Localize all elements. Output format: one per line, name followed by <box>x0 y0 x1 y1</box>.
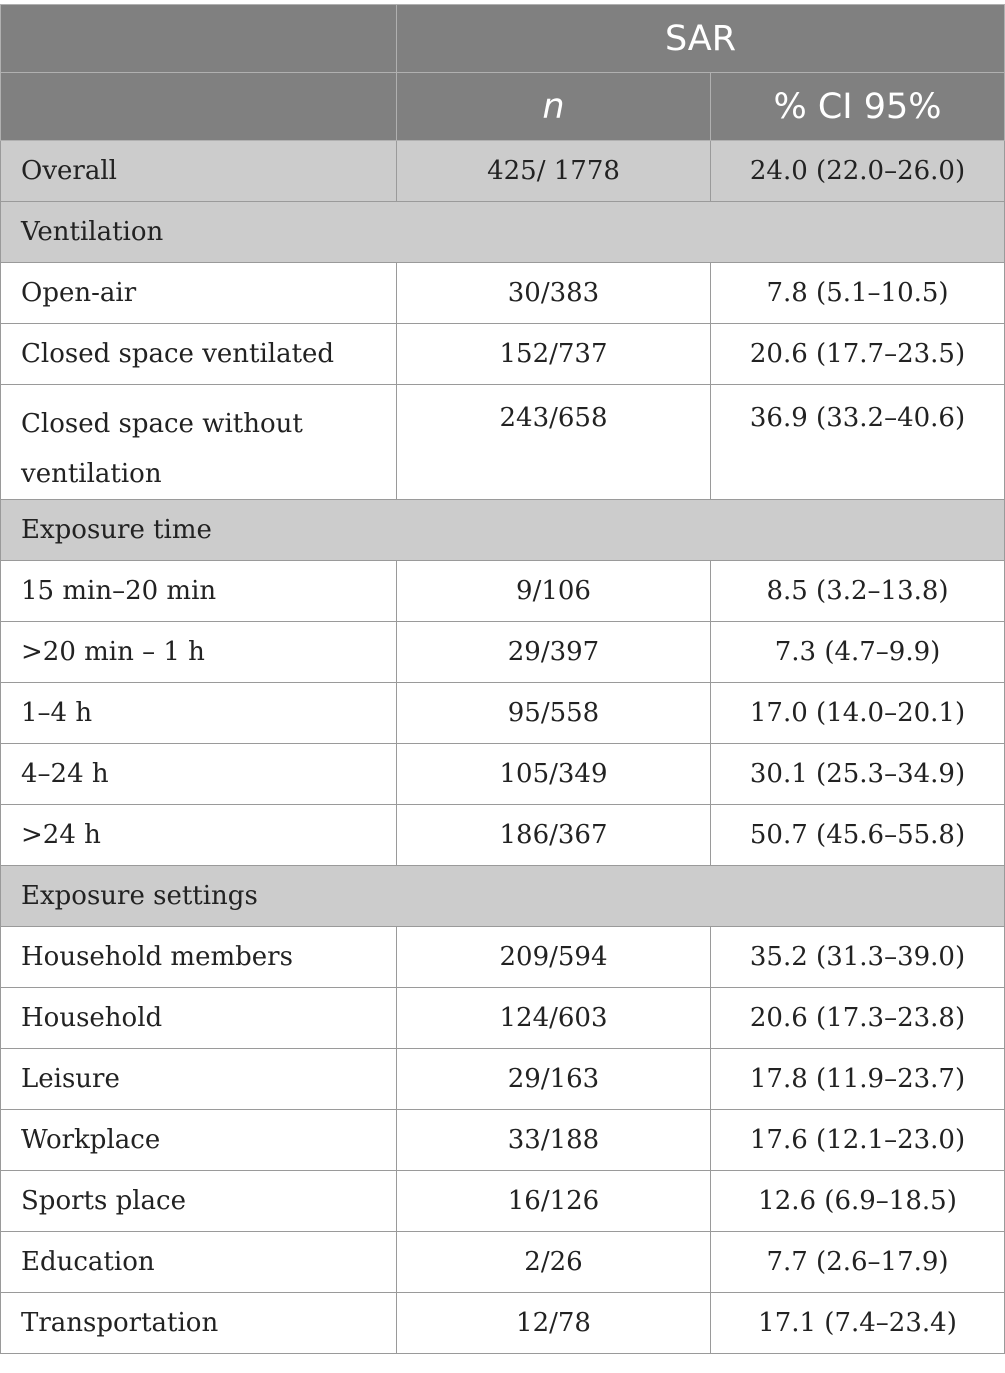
row-n: 2/26 <box>397 1232 711 1293</box>
table-row <box>1 1110 1005 1171</box>
row-label: 4–24 h <box>1 744 397 805</box>
header-empty-cell <box>1 5 397 73</box>
header-empty-cell <box>1 73 397 141</box>
row-ci: 24.0 (22.0–26.0) <box>711 141 1005 202</box>
row-ci: 17.8 (11.9–23.7) <box>711 1049 1005 1110</box>
row-n: 33/188 <box>397 1110 711 1171</box>
row-ci: 8.5 (3.2–13.8) <box>711 561 1005 622</box>
row-label: Closed space ventilated <box>1 324 397 385</box>
table-row <box>1 1293 1005 1354</box>
row-label: Leisure <box>1 1049 397 1110</box>
table-row <box>1 561 1005 622</box>
row-n: 16/126 <box>397 1171 711 1232</box>
section-header-ventilation <box>1 202 1005 263</box>
table-row <box>1 385 1005 500</box>
row-n: 105/349 <box>397 744 711 805</box>
table-row <box>1 683 1005 744</box>
row-ci: 17.1 (7.4–23.4) <box>711 1293 1005 1354</box>
row-label: Overall <box>1 141 397 202</box>
row-ci: 17.0 (14.0–20.1) <box>711 683 1005 744</box>
row-n: 152/737 <box>397 324 711 385</box>
header-ci: % CI 95% <box>711 73 1005 141</box>
row-ci: 20.6 (17.3–23.8) <box>711 988 1005 1049</box>
row-label: Open-air <box>1 263 397 324</box>
row-ci: 7.7 (2.6–17.9) <box>711 1232 1005 1293</box>
table-row <box>1 805 1005 866</box>
row-n: 9/106 <box>397 561 711 622</box>
section-title: Exposure time <box>1 500 1005 561</box>
table-row <box>1 927 1005 988</box>
row-ci: 35.2 (31.3–39.0) <box>711 927 1005 988</box>
row-ci: 7.3 (4.7–9.9) <box>711 622 1005 683</box>
row-n: 124/603 <box>397 988 711 1049</box>
row-ci: 17.6 (12.1–23.0) <box>711 1110 1005 1171</box>
row-label: 1–4 h <box>1 683 397 744</box>
row-label: 15 min–20 min <box>1 561 397 622</box>
sar-table <box>0 4 1005 1354</box>
row-n: 209/594 <box>397 927 711 988</box>
row-n: 243/658 <box>397 385 711 500</box>
row-ci: 7.8 (5.1–10.5) <box>711 263 1005 324</box>
row-n: 425/ 1778 <box>397 141 711 202</box>
row-ci: 36.9 (33.2–40.6) <box>711 385 1005 500</box>
row-ci: 20.6 (17.7–23.5) <box>711 324 1005 385</box>
row-label: Household members <box>1 927 397 988</box>
section-header-exposure-settings <box>1 866 1005 927</box>
section-title: Ventilation <box>1 202 1005 263</box>
header-row-columns <box>1 73 1005 141</box>
row-label: Sports place <box>1 1171 397 1232</box>
table-row <box>1 1232 1005 1293</box>
header-row-group <box>1 5 1005 73</box>
row-label: >20 min – 1 h <box>1 622 397 683</box>
row-n: 95/558 <box>397 683 711 744</box>
table-row <box>1 1049 1005 1110</box>
row-label: Household <box>1 988 397 1049</box>
row-n: 12/78 <box>397 1293 711 1354</box>
row-n: 29/163 <box>397 1049 711 1110</box>
row-n: 30/383 <box>397 263 711 324</box>
header-sar: SAR <box>397 5 1005 73</box>
row-label: Workplace <box>1 1110 397 1171</box>
table-row <box>1 324 1005 385</box>
row-label: Education <box>1 1232 397 1293</box>
overall-row <box>1 141 1005 202</box>
row-label: >24 h <box>1 805 397 866</box>
table-row <box>1 744 1005 805</box>
row-ci: 12.6 (6.9–18.5) <box>711 1171 1005 1232</box>
row-ci: 50.7 (45.6–55.8) <box>711 805 1005 866</box>
section-header-exposure-time <box>1 500 1005 561</box>
row-n: 29/397 <box>397 622 711 683</box>
row-label: Closed space without ventilation <box>1 385 397 500</box>
row-ci: 30.1 (25.3–34.9) <box>711 744 1005 805</box>
table-row <box>1 988 1005 1049</box>
table-row <box>1 1171 1005 1232</box>
section-title: Exposure settings <box>1 866 1005 927</box>
row-label: Transportation <box>1 1293 397 1354</box>
header-n: n <box>397 73 711 141</box>
table-row <box>1 622 1005 683</box>
row-n: 186/367 <box>397 805 711 866</box>
table-row <box>1 263 1005 324</box>
